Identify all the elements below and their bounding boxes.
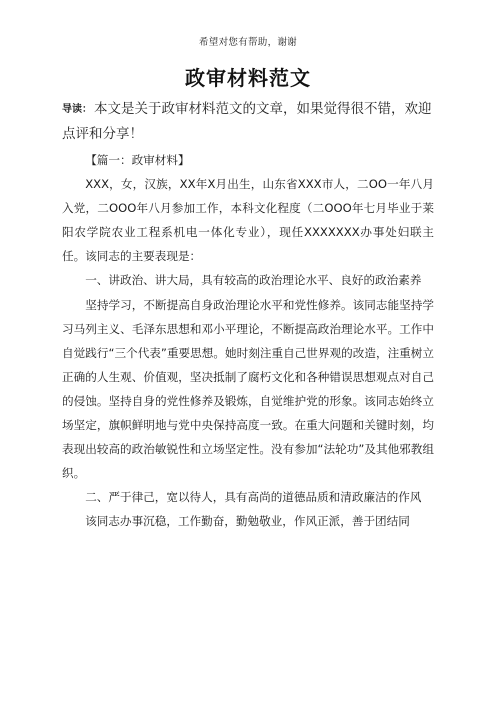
lead-text: 本文是关于政审材料范文的文章，如果觉得很不错，欢迎点评和分享！ <box>62 101 432 142</box>
body-paragraph: XXX，女，汉族，XX年X月出生，山东省XXX市人，二OO一年八月入党，二OOO年八月参加工作，本科文化程度（二OOO年七月毕业于莱阳农学院农业工程系机电一体化专业），现任XXXXXXX办事处妇联主任。该同志的主要表现是： <box>62 177 434 264</box>
document-body <box>62 148 434 534</box>
lead-paragraph <box>62 97 438 146</box>
body-paragraph: 该同志办事沉稳，工作勤奋，勤勉敬业，作风正派，善于团结同 <box>85 514 410 529</box>
body-paragraph: 二、严于律己，宽以待人，具有高尚的道德品质和清政廉洁的作风 <box>85 490 422 505</box>
section-heading: 【篇一：政审材料】 <box>85 153 190 167</box>
body-paragraph: 坚持学习，不断提高自身政治理论水平和党性修养。该同志能坚持学习马列主义、毛泽东思想和邓小平理论，不断提高政治理论水平。工作中自觉践行“三个代表”重要思想。她时刻注重自己世界观的改造，注重树立正确的人生观、价值观，坚决抵制了腐朽文化和各种错误思想观点对自己的侵蚀。坚持自身的党性修养及锻炼，自觉维护党的形象。该同志始终立场坚定，旗帜鲜明地与党中央保持高度一致。在重大问题和关键时刻，均表现出较高的政治敏锐性和立场坚定性。没有参加“法轮功”及其他邪教组织。 <box>62 297 434 481</box>
body-paragraph: 一、讲政治、讲大局，具有较高的政治理论水平、良好的政治素养 <box>85 273 422 288</box>
header-note: 希望对您有帮助，谢谢 <box>198 37 297 48</box>
document-title: 政审材料范文 <box>185 66 311 90</box>
lead-label: 导读： <box>62 104 92 115</box>
